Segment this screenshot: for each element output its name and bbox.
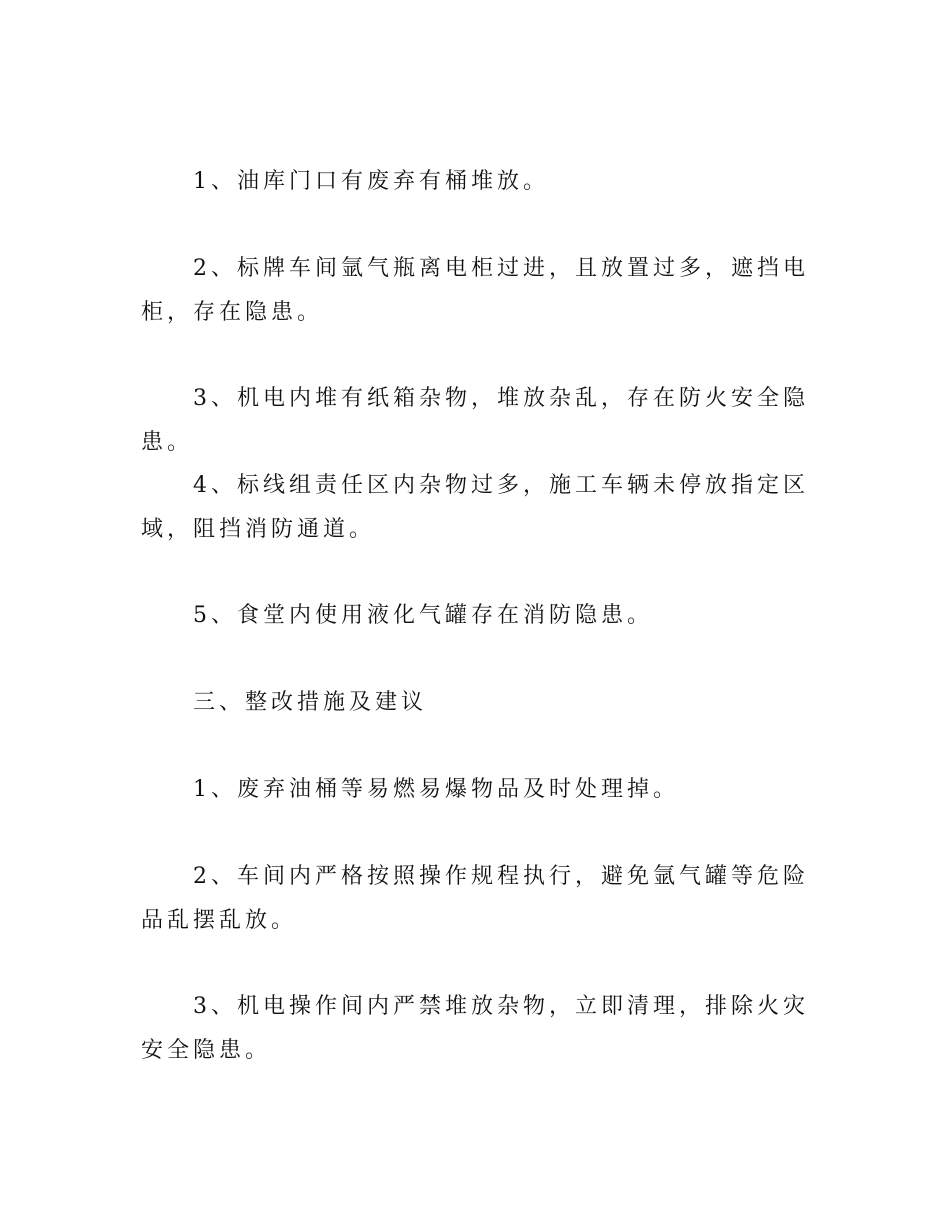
paragraph-issue-2: 2、标牌车间氩气瓶离电柜过进，且放置过多，遮挡电柜，存在隐患。 [141,256,809,325]
paragraph-issue-5: 5、食堂内使用液化气罐存在消防隐患。 [193,603,653,628]
section-heading-rectification: 三、整改措施及建议 [193,690,428,715]
paragraph-measure-3: 3、机电操作间内严禁堆放杂物，立即清理，排除火灾安全隐患。 [141,994,809,1063]
paragraph-measure-2: 2、车间内严格按照操作规程执行，避免氩气罐等危险品乱摆乱放。 [141,864,809,933]
paragraph-measure-1: 1、废弃油桶等易燃易爆物品及时处理掉。 [193,777,679,802]
paragraph-issue-3: 3、机电内堆有纸箱杂物，堆放杂乱，存在防火安全隐患。 [141,386,809,455]
paragraph-issue-1: 1、油库门口有废弃有桶堆放。 [193,169,549,194]
paragraph-issue-4: 4、标线组责任区内杂物过多，施工车辆未停放指定区域，阻挡消防通道。 [141,473,809,542]
